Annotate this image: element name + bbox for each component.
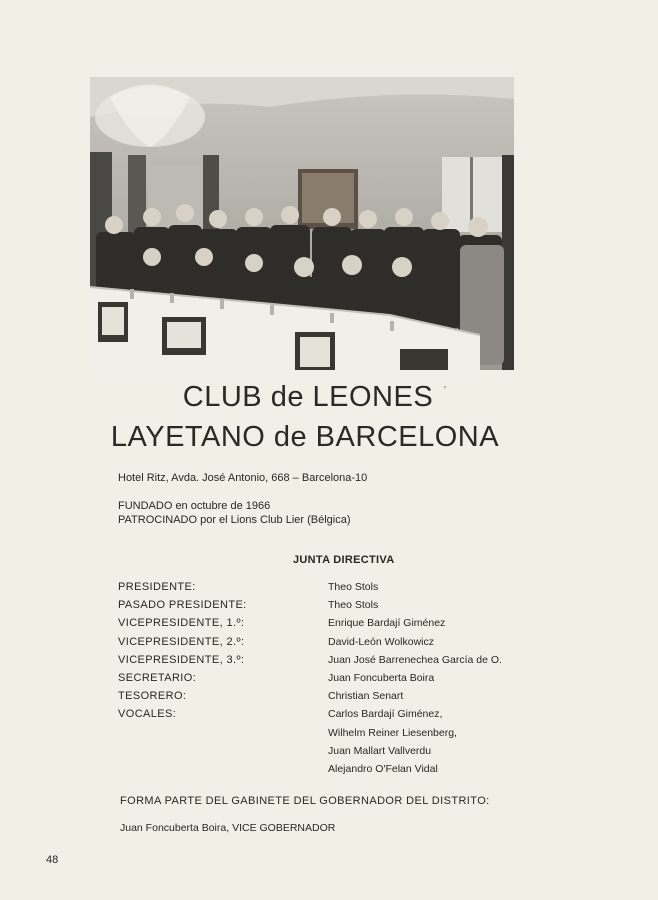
board-role: PASADO PRESIDENTE: [118,599,247,612]
board-member-name: David-León Wolkowicz [328,635,435,648]
group-photo [90,77,514,370]
board-role: VOCALES: [118,708,177,721]
board-role: VICEPRESIDENTE, 3.º: [118,653,245,666]
board-names-list [328,581,502,781]
club-title-line2: LAYETANO de BARCELONA [110,421,500,453]
board-member-name: Juan José Barrenechea García de O. [328,653,502,666]
board-member-name: Wilhelm Reiner Liesenberg, [328,726,457,739]
gabinete-member: Juan Foncuberta Boira, VICE GOBERNADOR [120,822,336,834]
stray-mark: ' [444,385,446,396]
board-role: TESORERO: [118,690,187,703]
group-photo-icon [90,77,514,370]
board-role: PRESIDENTE: [118,581,196,593]
board-role: VICEPRESIDENTE, 2.º: [118,635,245,648]
board-member-name: Theo Stols [328,581,379,593]
club-founded: FUNDADO en octubre de 1966 [118,500,271,512]
board-role: SECRETARIO: [118,671,197,684]
board-member-name: Enrique Bardají Giménez [328,617,446,630]
page-number: 48 [46,854,59,866]
gabinete-heading: FORMA PARTE DEL GABINETE DEL GOBERNADOR DEL DISTRITO: [120,795,490,807]
club-title-line1: CLUB de LEONES [182,381,434,413]
board-member-name: Christian Senart [328,690,404,703]
board-roles-list [118,581,247,727]
board-member-name: Theo Stols [328,599,379,612]
board-member-name: Juan Mallart Vallverdu [328,744,432,757]
board-heading: JUNTA DIRECTIVA [293,554,395,566]
club-sponsored: PATROCINADO por el Lions Club Lier (Bélgica) [118,514,351,526]
board-member-name: Alejandro O'Felan Vidal [328,762,438,775]
club-address: Hotel Ritz, Avda. José Antonio, 668 – Barcelona-10 [118,472,368,484]
board-member-name: Juan Foncuberta Boira [328,671,435,684]
board-member-name: Carlos Bardají Giménez, [328,708,443,721]
board-role: VICEPRESIDENTE, 1.º: [118,617,245,630]
